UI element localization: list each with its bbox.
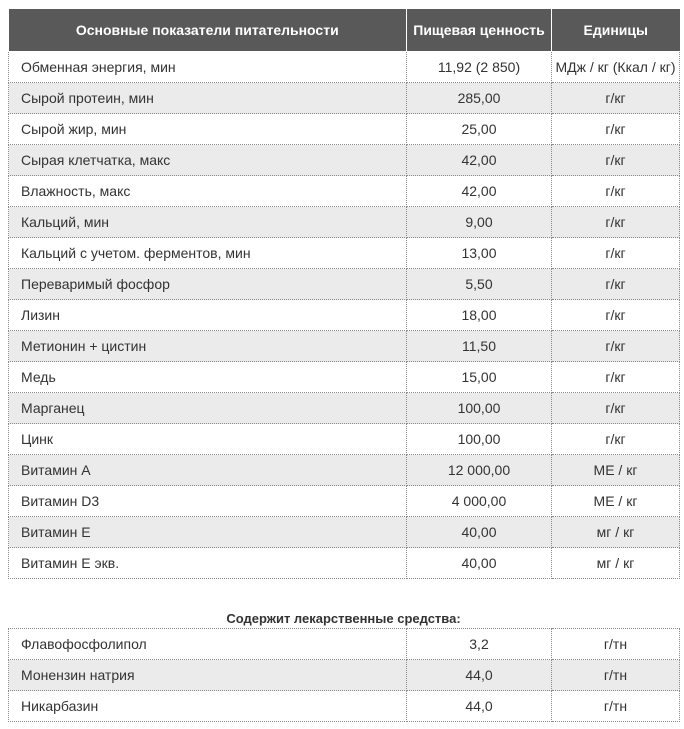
row-name: Переваримый фосфор: [9, 269, 407, 300]
row-unit: г/кг: [552, 331, 680, 362]
row-unit: г/кг: [552, 269, 680, 300]
row-unit: МЕ / кг: [552, 455, 680, 486]
table-row: [9, 331, 680, 362]
table-row: [9, 114, 680, 145]
row-value: 11,92 (2 850): [407, 52, 552, 83]
row-value: 100,00: [407, 424, 552, 455]
row-name: Влажность, макс: [9, 176, 407, 207]
row-value: 44,0: [407, 691, 552, 722]
row-unit: г/кг: [552, 145, 680, 176]
row-name: Лизин: [9, 300, 407, 331]
row-value: 11,50: [407, 331, 552, 362]
row-unit: г/кг: [552, 393, 680, 424]
row-name: Монензин натрия: [9, 660, 407, 691]
table-row: [9, 83, 680, 114]
header-value: Пищевая ценность: [407, 9, 552, 52]
row-value: 18,00: [407, 300, 552, 331]
table-row: [9, 52, 680, 83]
row-name: Никарбазин: [9, 691, 407, 722]
row-unit: мг / кг: [552, 517, 680, 548]
row-unit: МЕ / кг: [552, 486, 680, 517]
row-unit: г/кг: [552, 424, 680, 455]
row-unit: г/кг: [552, 362, 680, 393]
row-name: Кальций с учетом. ферментов, мин: [9, 238, 407, 269]
row-value: 13,00: [407, 238, 552, 269]
row-unit: г/кг: [552, 114, 680, 145]
nutrition-table: [8, 9, 680, 579]
row-value: 12 000,00: [407, 455, 552, 486]
table-row: [9, 207, 680, 238]
table-row: [9, 176, 680, 207]
row-name: Витамин Е: [9, 517, 407, 548]
row-value: 285,00: [407, 83, 552, 114]
row-value: 5,50: [407, 269, 552, 300]
table-row: [9, 362, 680, 393]
table-row: [9, 393, 680, 424]
row-value: 100,00: [407, 393, 552, 424]
table-row: [9, 269, 680, 300]
row-unit: мг / кг: [552, 548, 680, 579]
row-name: Витамин Е экв.: [9, 548, 407, 579]
row-unit: г/тн: [552, 691, 680, 722]
row-value: 44,0: [407, 660, 552, 691]
drugs-table: [8, 628, 680, 722]
row-unit: г/кг: [552, 238, 680, 269]
row-name: Сырой протеин, мин: [9, 83, 407, 114]
row-name: Витамин D3: [9, 486, 407, 517]
row-unit: г/кг: [552, 176, 680, 207]
row-name: Сырая клетчатка, макс: [9, 145, 407, 176]
table-row: [9, 548, 680, 579]
row-name: Обменная энергия, мин: [9, 52, 407, 83]
row-name: Кальций, мин: [9, 207, 407, 238]
header-row: [9, 9, 680, 52]
header-indicator: Основные показатели питательности: [9, 9, 407, 52]
row-value: 42,00: [407, 176, 552, 207]
table-row: [9, 629, 680, 660]
row-unit: г/кг: [552, 207, 680, 238]
row-unit: г/кг: [552, 300, 680, 331]
row-value: 4 000,00: [407, 486, 552, 517]
header-unit: Единицы: [552, 9, 680, 52]
table-row: [9, 455, 680, 486]
row-value: 40,00: [407, 517, 552, 548]
row-value: 25,00: [407, 114, 552, 145]
table-row: [9, 424, 680, 455]
row-name: Марганец: [9, 393, 407, 424]
row-unit: МДж / кг (Ккал / кг): [552, 52, 680, 83]
table-row: [9, 145, 680, 176]
table-row: [9, 486, 680, 517]
table-row: [9, 660, 680, 691]
table-row: [9, 691, 680, 722]
row-name: Флавофосфолипол: [9, 629, 407, 660]
row-value: 42,00: [407, 145, 552, 176]
drugs-section-title: Содержит лекарственные средства:: [226, 611, 461, 626]
table-row: [9, 517, 680, 548]
row-unit: г/тн: [552, 629, 680, 660]
table-row: [9, 238, 680, 269]
row-unit: г/кг: [552, 83, 680, 114]
row-value: 15,00: [407, 362, 552, 393]
row-value: 3,2: [407, 629, 552, 660]
row-name: Сырой жир, мин: [9, 114, 407, 145]
row-value: 40,00: [407, 548, 552, 579]
row-name: Метионин + цистин: [9, 331, 407, 362]
row-name: Медь: [9, 362, 407, 393]
row-name: Цинк: [9, 424, 407, 455]
table-row: [9, 300, 680, 331]
row-unit: г/тн: [552, 660, 680, 691]
row-name: Витамин А: [9, 455, 407, 486]
row-value: 9,00: [407, 207, 552, 238]
